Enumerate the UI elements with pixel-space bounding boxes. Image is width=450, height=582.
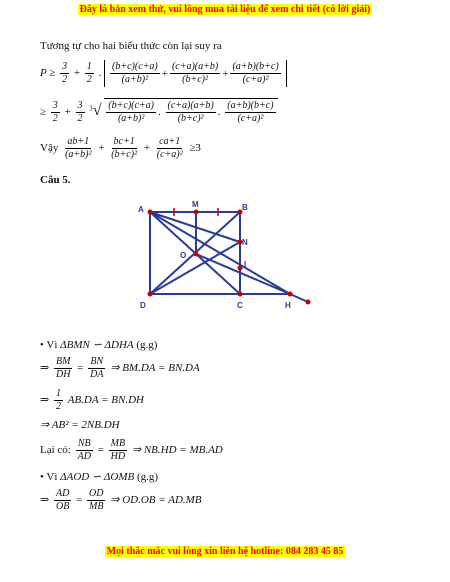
point-c [238,292,243,297]
step-2: ⇒ $\frac{BM}{DH}$ = $\frac{BN}{DA}$ ⇒ BM.DA = BN.DA [40,356,200,380]
ineq3-term2: $\frac{bc+1}{\text{(b+c)²}}$ [111,136,138,160]
point-i [238,266,243,271]
ineq1-coef1: $\frac{3}{2}$ [62,61,68,85]
ineq1-bracket: $\frac{(b+c)(c+a)}{\text{(a+b)²}}$ + $\frac{(c+a)(a+b)}{\text{(b+c)²}}$ + $\frac{(a+b)(b+c)}{\text{(c+a)²}}$ [104,60,287,87]
label-d: D [140,301,146,310]
ineq2-radicand: $\frac{(b+c)(c+a)}{\text{(a+b)²}}$ . $\frac{(c+a)(a+b)}{\text{(b+c)²}}$ . $\frac{(a+b)(b+c)}{\text{(c+a)²}}$ [104,98,277,125]
ineq1-coef2: $\frac{1}{2}$ [86,61,92,85]
inequality-1: P ≥ $\frac{3}{2}$ + $\frac{1}{2}$ . $\frac{(b+c)(c+a)}{\text{(a+b)²}}$ + $\frac{(c+a)(a+b)}{\text{(b+c)²}}$ + $\frac{(a+b)(b+c)}{\text{(c+a)²}}$ [40,60,287,87]
step-5: Lại có: $\frac{NB}{AD}$ = $\frac{MB}{HD}$ ⇒ NB.HD = MB.AD [40,438,223,462]
ineq3-term3: $\frac{ca+1}{\text{(c+a)²}}$ [156,136,183,160]
label-o: O [180,251,187,260]
label-b: B [242,203,248,212]
ineq3-rhs: ≥3 [189,142,201,155]
label-m: M [192,200,199,209]
root-sign: √ [92,102,102,120]
intro-text: Tương tự cho hai biểu thức còn lại suy ra [40,40,222,52]
step-1: • Vì ΔBMN ∽ ΔDHA (g.g) [40,339,158,351]
point-h [288,292,293,297]
geometry-figure [130,198,320,318]
inequality-2: ≥ $\frac{3}{2}$ + $\frac{3}{2}$ $^3$√ $\frac{(b+c)(c+a)}{\text{(a+b)²}}$ . $\frac{(c+a)(a+b)}{\text{(b+c)²}}$ . $\frac{(a+b)(b+c)}{\text{(c+a)²}}$ [40,98,278,125]
step-6: • Vì ΔAOD ∽ ΔOMB (g.g) [40,471,159,483]
ineq1-term2: $\frac{(c+a)(a+b)}{\text{(b+c)²}}$ [171,61,219,85]
step-4: ⇒ AB² = 2NB.DH [40,419,120,431]
ineq1-plus: + [73,67,81,80]
ineq3-term1: $\frac{ab+1}{\text{(a+b)²}}$ [65,136,92,160]
root-index: 3 [89,104,93,113]
ineq1-term1: $\frac{(b+c)(c+a)}{\text{(a+b)²}}$ [112,61,158,85]
label-c: C [237,301,243,310]
point-m [194,210,199,215]
point-d [148,292,153,297]
step-3: ⇒ $\frac{1}{2}$ AB.DA = BN.DH [40,388,144,412]
header-notice: Đây là bản xem thử, vui lòng mua tài liệu để xem chi tiết (có lời giải) [79,4,371,15]
point-ext [306,300,311,305]
section-title: Câu 5. [40,174,71,186]
point-o [194,252,199,257]
ineq2-lhs: ≥ [40,106,47,119]
line-h-ext [290,294,308,302]
ineq1-lhs: P ≥ [40,67,56,80]
point-a [148,210,153,215]
ineq3-prefix: Vậy [40,142,59,155]
footer-notice: Mọi thắc mắc vui lòng xin liên hệ hotline: 084 283 45 85 [106,546,344,557]
label-i: I [244,260,247,269]
label-h: H [285,301,291,310]
inequality-3: Vậy $\frac{ab+1}{\text{(a+b)²}}$ + $\frac{bc+1}{\text{(b+c)²}}$ + $\frac{ca+1}{\text{(c+a)²}}$ ≥3 [40,136,201,160]
ineq2-coef1: $\frac{3}{2}$ [52,100,58,124]
step-7: ⇒ $\frac{AD}{OB}$ = $\frac{OD}{MB}$ ⇒ OD.OB = AD.MB [40,488,202,512]
ineq1-term3: $\frac{(a+b)(b+c)}{\text{(c+a)²}}$ [232,61,279,85]
ineq2-coef2: $\frac{3}{2}$ [77,100,83,124]
label-n: N [242,238,248,247]
label-a: A [138,205,144,214]
